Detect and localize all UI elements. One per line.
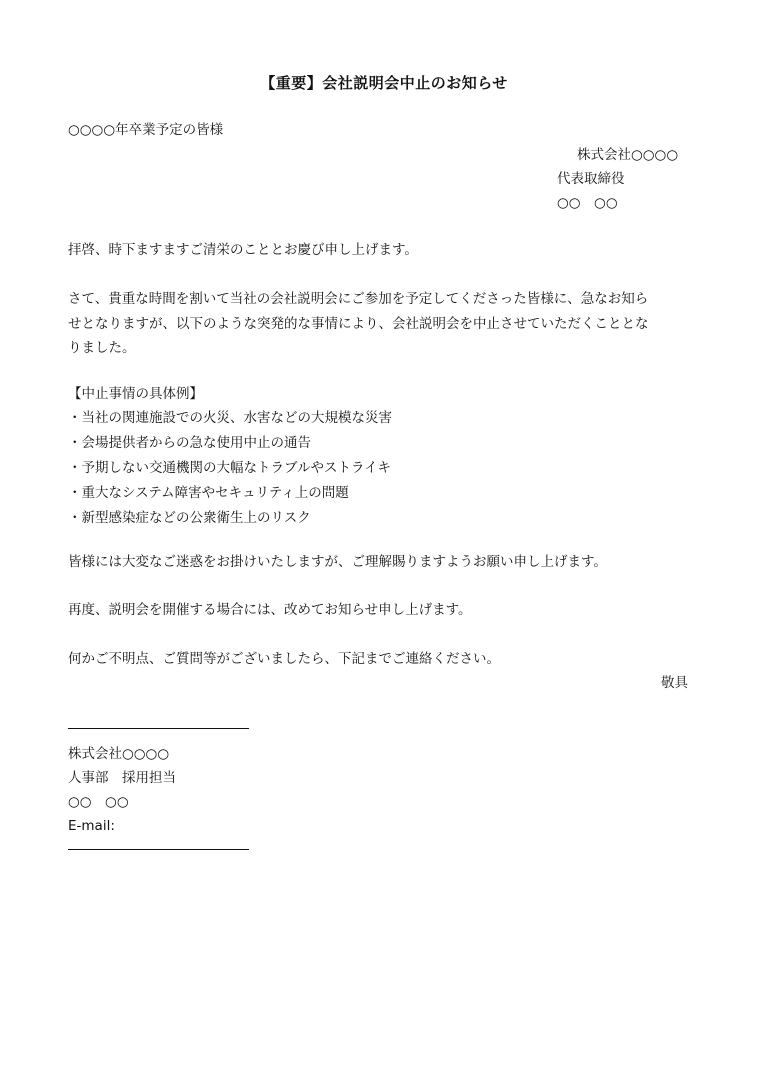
list-item: ・予期しない交通機関の大幅なトラブルやストライキ (68, 460, 392, 476)
recipient-line: ○○○○年卒業予定の皆様 (68, 122, 224, 138)
body-line-1: さて、貴重な時間を割いて当社の会社説明会にご参加を予定してくださった皆様に、急なお知ら (68, 291, 649, 307)
contact-email-label: E-mail: (68, 818, 115, 834)
sender-position: 代表取締役 (557, 171, 625, 187)
list-item: ・当社の関連施設での火災、水害などの大規模な災害 (68, 410, 392, 426)
contact-company: 株式会社○○○○ (68, 746, 170, 762)
sender-company: 株式会社○○○○ (577, 147, 679, 163)
sender-name: ○○ ○○ (557, 195, 618, 211)
list-item: ・会場提供者からの急な使用中止の通告 (68, 435, 311, 451)
divider-top (68, 728, 249, 729)
inquiry-line: 何かご不明点、ご質問等がございましたら、下記までご連絡ください。 (68, 651, 500, 667)
document-title: 【重要】会社説明会中止のお知らせ (260, 74, 508, 92)
list-item: ・重大なシステム障害やセキュリティ上の問題 (68, 485, 349, 501)
contact-name: ○○ ○○ (68, 794, 129, 810)
divider-bottom (68, 849, 249, 850)
greeting-line: 拝啓、時下ますますご清栄のこととお慶び申し上げます。 (68, 242, 418, 258)
closing-word: 敬具 (661, 675, 688, 691)
contact-department: 人事部 採用担当 (68, 770, 176, 786)
reasons-heading: 【中止事情の具体例】 (68, 386, 203, 402)
body-line-3: りました。 (68, 340, 136, 356)
reschedule-line: 再度、説明会を開催する場合には、改めてお知らせ申し上げます。 (68, 602, 472, 618)
apology-line: 皆様には大変なご迷惑をお掛けいたしますが、ご理解賜りますようお願い申し上げます。 (68, 554, 607, 570)
body-line-2: せとなりますが、以下のような突発的な事情により、会社説明会を中止させていただくこととな (68, 316, 649, 332)
reasons-list (68, 406, 392, 531)
list-item: ・新型感染症などの公衆衛生上のリスク (68, 510, 311, 526)
